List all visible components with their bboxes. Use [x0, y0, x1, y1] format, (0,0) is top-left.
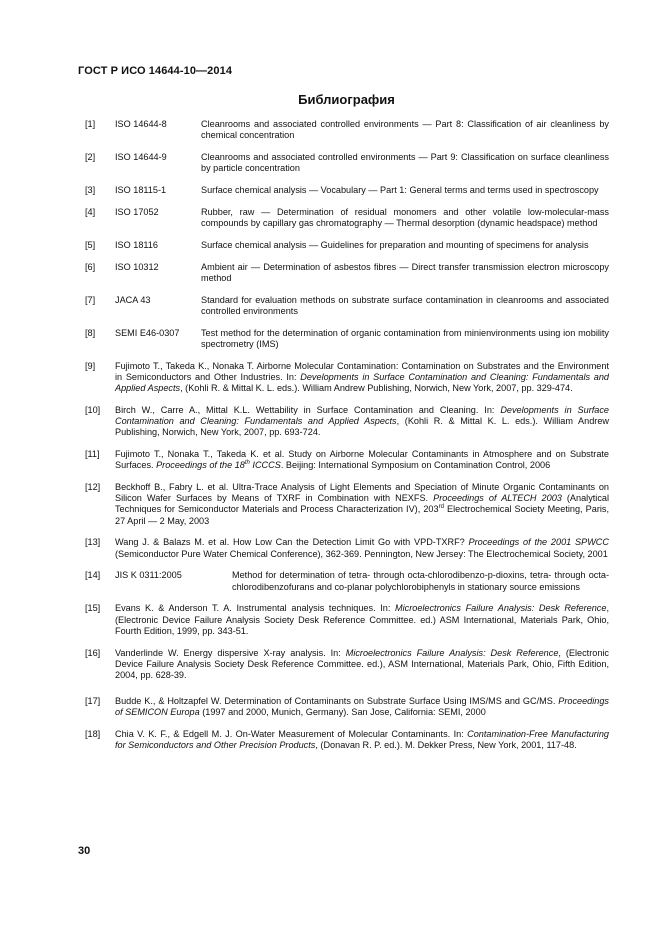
superscript: th — [244, 460, 250, 467]
reference-item — [85, 537, 609, 559]
reference-number: [13] — [85, 537, 101, 548]
reference-publisher-text: (1997 and 2000, Munich, Germany). San Jose, California: SEMI, 2000 — [199, 707, 486, 718]
reference-text — [115, 648, 609, 682]
reference-authors-text: Chia V. K. F., & Edgell M. J. On-Water Measurement of Molecular Contaminants. In: — [115, 729, 468, 740]
document-code-header: ГОСТ Р ИСО 14644-10—2014 — [78, 65, 233, 77]
reference-authors-text: Evans K. & Anderson T. A. Instrumental analysis techniques. In: — [115, 603, 396, 614]
reference-text — [115, 537, 609, 559]
reference-source-title: Contamination-Free Manufacturing for Semiconductors and Other Precision Products — [115, 729, 609, 751]
superscript: rd — [438, 504, 444, 511]
reference-publisher-text: , (Electronic Device Failure Analysis Society Desk Reference Committee. ed.), ASM International, Materials Park, Ohio, Fifth Edition, 2004, pp. 628-39. — [115, 647, 609, 681]
reference-source-title: Proceedings of the 2001 SPWCC — [468, 537, 609, 548]
reference-code: ISO 18115-1 — [115, 185, 167, 195]
reference-publisher-text: , (Kohli R. & Mittal K. L. eds.). William Andrew Publishing, Norwich, New York, 2007, pp. 693-724. — [115, 416, 609, 438]
reference-authors-text: Wang J. & Balazs M. et al. How Low Can the Detection Limit Go with VPD-TXRF? — [115, 537, 469, 548]
reference-publisher-text: , (Donavan R. P. ed.). M. Dekker Press, New York, 2001, 117-48. — [315, 740, 577, 751]
reference-code: SEMI E46-0307 — [115, 327, 180, 338]
reference-authors-text: Fujimoto T., Nonaka T., Takeda K. et al. Study on Airborne Molecular Contaminants in Atmosphere and on Substrate Surfaces. — [115, 449, 609, 471]
reference-text: Surface chemical analysis — Guidelines for preparation and mounting of specimens for analysis — [201, 239, 589, 250]
section-title: Библиография — [298, 92, 395, 107]
reference-number: [15] — [85, 603, 101, 614]
reference-code: ISO 14644-8 — [115, 119, 167, 129]
reference-number: [9] — [85, 360, 96, 371]
reference-number: [17] — [85, 696, 101, 707]
reference-publisher-text: , (Electronic Device Failure Analysis Society Desk Reference Committee. ed.) ASM International, Materials Park, Ohio, Fourth Edition, 1999, pp. 343-51. — [115, 603, 609, 636]
reference-text: Ambient air — Determination of asbestos fibres — Direct transfer transmission electron microscopy method — [201, 261, 609, 283]
reference-item — [85, 240, 609, 251]
reference-source-title — [156, 460, 281, 470]
reference-number: [1] — [85, 119, 96, 129]
reference-publisher-text: (Semiconductor Pure Water Chemical Conference), 362-369. Pennington, New Jersey: The Electrochemical Society, 2001 — [115, 548, 608, 559]
reference-text — [115, 603, 609, 637]
reference-code: JACA 43 — [115, 294, 151, 305]
reference-text: Cleanrooms and associated controlled environments — Part 8: Classification of air cleanliness by chemical concentration — [201, 119, 609, 141]
reference-number: [16] — [85, 647, 101, 658]
reference-text — [115, 361, 609, 395]
reference-item — [85, 295, 609, 317]
reference-authors-text: Beckhoff B., Fabry L. et al. Ultra-Trace Analysis of Light Elements and Speciation of Minute Organic Contaminants on Silicon Wafer Surfaces by Means of TXRF in Combination with NEXFS. — [115, 482, 609, 504]
reference-source-title-part: Proceedings of the 18 — [156, 460, 245, 471]
reference-text: Surface chemical analysis — Vocabulary — Part 1: General terms and terms used in spectroscopy — [201, 185, 599, 195]
reference-number: [5] — [85, 239, 96, 250]
reference-number: [12] — [85, 482, 101, 492]
reference-source-title: Developments in Surface Contamination and Cleaning: Fundamentals and Applied Aspects — [115, 404, 609, 426]
reference-number: [6] — [85, 261, 96, 272]
reference-publisher-text: . Beijing: International Symposium on Contamination Control, 2006 — [280, 460, 551, 471]
reference-number: [18] — [85, 729, 101, 740]
reference-number: [3] — [85, 185, 96, 195]
reference-item — [85, 185, 609, 196]
reference-source-title: Proceedings of SEMICON Europa — [115, 696, 609, 718]
reference-item — [85, 262, 609, 284]
reference-code: JIS K 0311:2005 — [115, 570, 182, 581]
reference-source-title: Microelectronics Failure Analysis: Desk Reference — [345, 647, 559, 658]
reference-item — [85, 119, 609, 141]
reference-text: Method for determination of tetra- through octa-chlorodibenzo-p-dioxins, tetra- through octa-chlorodibenzofurans and co-planar polychlorobiphenyls in stationary source emissions — [232, 570, 609, 592]
reference-item — [85, 152, 609, 174]
reference-text — [115, 729, 609, 751]
reference-authors-text: Budde K., & Holtzapfel W. Determination of Contaminants on Substrate Surface Using IMS/MS and GC/MS. — [115, 696, 559, 707]
bibliography-list — [85, 119, 609, 762]
reference-number: [14] — [85, 570, 101, 581]
reference-text — [115, 696, 609, 718]
reference-code: ISO 14644-9 — [115, 152, 167, 162]
reference-source-title: Proceedings of ALTECH 2003 — [433, 493, 562, 504]
reference-text — [115, 449, 609, 471]
reference-text — [115, 482, 609, 527]
reference-publisher-text: (Analytical Techniques for Semiconductor Materials and Process Characterization IV), 203 — [115, 493, 609, 515]
reference-item — [85, 207, 609, 229]
reference-item — [85, 361, 609, 395]
reference-authors-text: Fujimoto T., Takeda K., Nonaka T. Airborne Molecular Contamination: Contamination on Substrates and the Environment in Semiconductors and Other Industries. In: — [115, 360, 609, 382]
page-number: 30 — [78, 845, 91, 857]
reference-number: [11] — [85, 449, 100, 459]
reference-item — [85, 570, 609, 592]
reference-item — [85, 449, 609, 471]
reference-code: ISO 18116 — [115, 239, 158, 250]
reference-item — [85, 696, 609, 718]
reference-authors-text: Birch W., Carre A., Mittal K.L. Wettability in Surface Contamination and Cleaning. In: — [115, 404, 501, 415]
reference-item — [85, 603, 609, 637]
reference-source-title-part: ICCCS — [249, 460, 281, 471]
reference-text: Test method for the determination of organic contamination from minienvironments using ion mobility spectrometry (IMS) — [201, 327, 609, 349]
reference-item — [85, 328, 609, 350]
reference-number: [4] — [85, 206, 96, 217]
reference-authors-text: Vanderlinde W. Energy dispersive X-ray analysis. In: — [115, 647, 346, 658]
reference-text: Cleanrooms and associated controlled environments — Part 9: Classification on surface cleanliness by particle concentration — [201, 152, 609, 174]
reference-publisher-text: Electrochemical Society Meeting, Paris, 27 April — 2 May, 2003 — [115, 504, 609, 526]
reference-number: [10] — [85, 404, 101, 415]
reference-item — [85, 405, 609, 439]
reference-number: [7] — [85, 294, 96, 305]
reference-code: ISO 10312 — [115, 261, 159, 272]
reference-source-title: Developments in Surface Contamination and Cleaning: Fundamentals and Applied Aspects — [115, 371, 609, 393]
reference-text: Rubber, raw — Determination of residual monomers and other volatile low-molecular-mass compounds by capillary gas chromatography — Thermal desorption (dynamic headspace) method — [201, 206, 609, 228]
reference-number: [2] — [85, 152, 96, 162]
reference-number: [8] — [85, 327, 96, 338]
reference-item — [85, 482, 609, 527]
reference-text — [115, 405, 609, 439]
reference-source-title: Microelectronics Failure Analysis: Desk Reference — [395, 603, 607, 614]
reference-item — [85, 648, 609, 682]
reference-text: Standard for evaluation methods on substrate surface contamination in cleanrooms and associated controlled environments — [201, 294, 609, 316]
reference-publisher-text: , (Kohli R. & Mittal K. L. eds.). William Andrew Publishing, Norwich, New York, 2007, pp. 329-474. — [180, 383, 573, 393]
reference-item — [85, 729, 609, 751]
reference-code: ISO 17052 — [115, 206, 159, 217]
